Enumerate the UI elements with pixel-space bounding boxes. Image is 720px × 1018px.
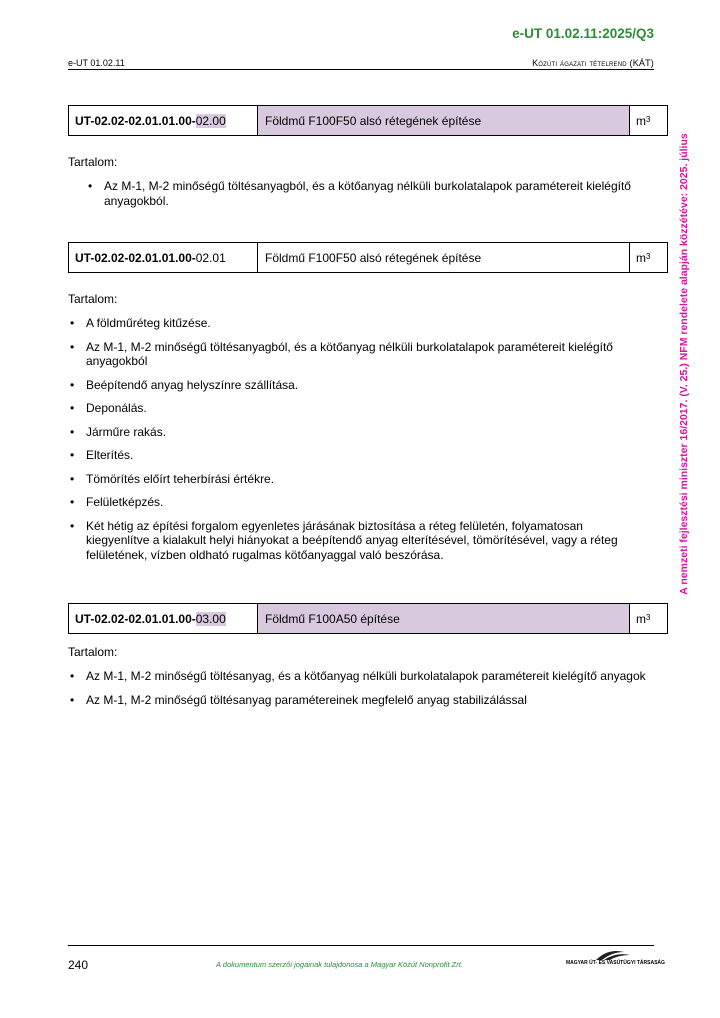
item-unit <box>630 106 667 135</box>
header-left: e-UT 01.02.11 <box>68 58 125 68</box>
list-item: • Az M-1, M-2 minőségű töltésanyag, és a kötőanyag nélküli burkolatalapok paramétereit kielégítő anyagok <box>68 669 648 684</box>
company-logo-text: MAGYAR ÚT- ÉS VASÚTÜGYI TÁRSASÁG <box>566 960 665 966</box>
header-rule <box>68 69 654 70</box>
list-item: • Két hétig az építési forgalom egyenletes járásának biztosítása a réteg felületén, folyamatosan kiegyenlítve a kialakult helyi hiányokat a beépítendő anyag elterítésével, tömörítésével, vagy a réteg felületének, vízben oldható rugalmas kötőanyaggal való beszórása. <box>68 519 648 563</box>
unit-base: m <box>636 250 646 265</box>
item-code-suffix: 02.01 <box>195 250 226 265</box>
item-code-suffix: 02.00 <box>195 113 226 128</box>
list-item: • Az M-1, M-2 minőségű töltésanyagból, és a kötőanyag nélküli burkolatalapok paramétereit kielégítő anyagokból. <box>86 179 648 208</box>
unit-exponent: 3 <box>646 252 651 261</box>
unit-exponent: 3 <box>646 115 651 124</box>
item-code <box>69 106 258 135</box>
item-code-prefix: UT-02.02-02.01.01.00- <box>75 611 196 626</box>
item-name: Földmű F100F50 alsó rétegének építése <box>258 106 630 135</box>
list-item: • Deponálás. <box>68 401 648 416</box>
item-code-prefix: UT-02.02-02.01.01.00- <box>75 113 196 128</box>
copyright-note: A dokumentum szerzői jogainak tulajdonosa a Magyar Közút Nonprofit Zrt. <box>216 960 463 969</box>
item-table-3 <box>68 603 668 634</box>
header-right: Közúti ágazati tételrend (KÁT) <box>532 58 654 68</box>
content-label-2: Tartalom: <box>68 292 118 306</box>
side-note: A nemzeti fejlesztési miniszter 16/2017. (V. 25.) NFM rendelete alapján közzétéve: 2025. július <box>678 133 690 595</box>
item-name: Földmű F100A50 építése <box>258 604 630 633</box>
list-item: • A földműréteg kitűzése. <box>68 316 648 331</box>
list-item: • Tömörítés előírt teherbírási értékre. <box>68 472 648 487</box>
content-list-2 <box>68 316 648 571</box>
item-name: Földmű F100F50 alsó rétegének építése <box>258 243 630 272</box>
content-label-1: Tartalom: <box>68 155 118 169</box>
list-item: • Az M-1, M-2 minőségű töltésanyag paramétereinek megfelelő anyag stabilizálással <box>68 693 648 708</box>
page-number: 240 <box>68 958 89 972</box>
item-code <box>69 243 258 272</box>
item-table-1 <box>68 105 668 136</box>
item-unit <box>630 604 667 633</box>
item-code <box>69 604 258 633</box>
unit-base: m <box>636 113 646 128</box>
item-code-suffix: 03.00 <box>195 611 226 626</box>
list-item: • Felületképzés. <box>68 495 648 510</box>
list-item: • Az M-1, M-2 minőségű töltésanyagból, és a kötőanyag nélküli burkolatalapok paramétereit kielégítő anyagokból <box>68 340 648 369</box>
unit-exponent: 3 <box>646 613 651 622</box>
content-list-3 <box>68 669 648 716</box>
content-list-1 <box>86 179 648 217</box>
unit-base: m <box>636 611 646 626</box>
list-item: • Elterítés. <box>68 448 648 463</box>
list-item: • Beépítendő anyag helyszínre szállítása. <box>68 378 648 393</box>
item-table-2 <box>68 242 668 273</box>
item-unit <box>630 243 667 272</box>
content-label-3: Tartalom: <box>68 645 118 659</box>
doc-code: e-UT 01.02.11:2025/Q3 <box>512 26 654 41</box>
item-code-prefix: UT-02.02-02.01.01.00- <box>75 250 196 265</box>
list-item: • Járműre rakás. <box>68 425 648 440</box>
